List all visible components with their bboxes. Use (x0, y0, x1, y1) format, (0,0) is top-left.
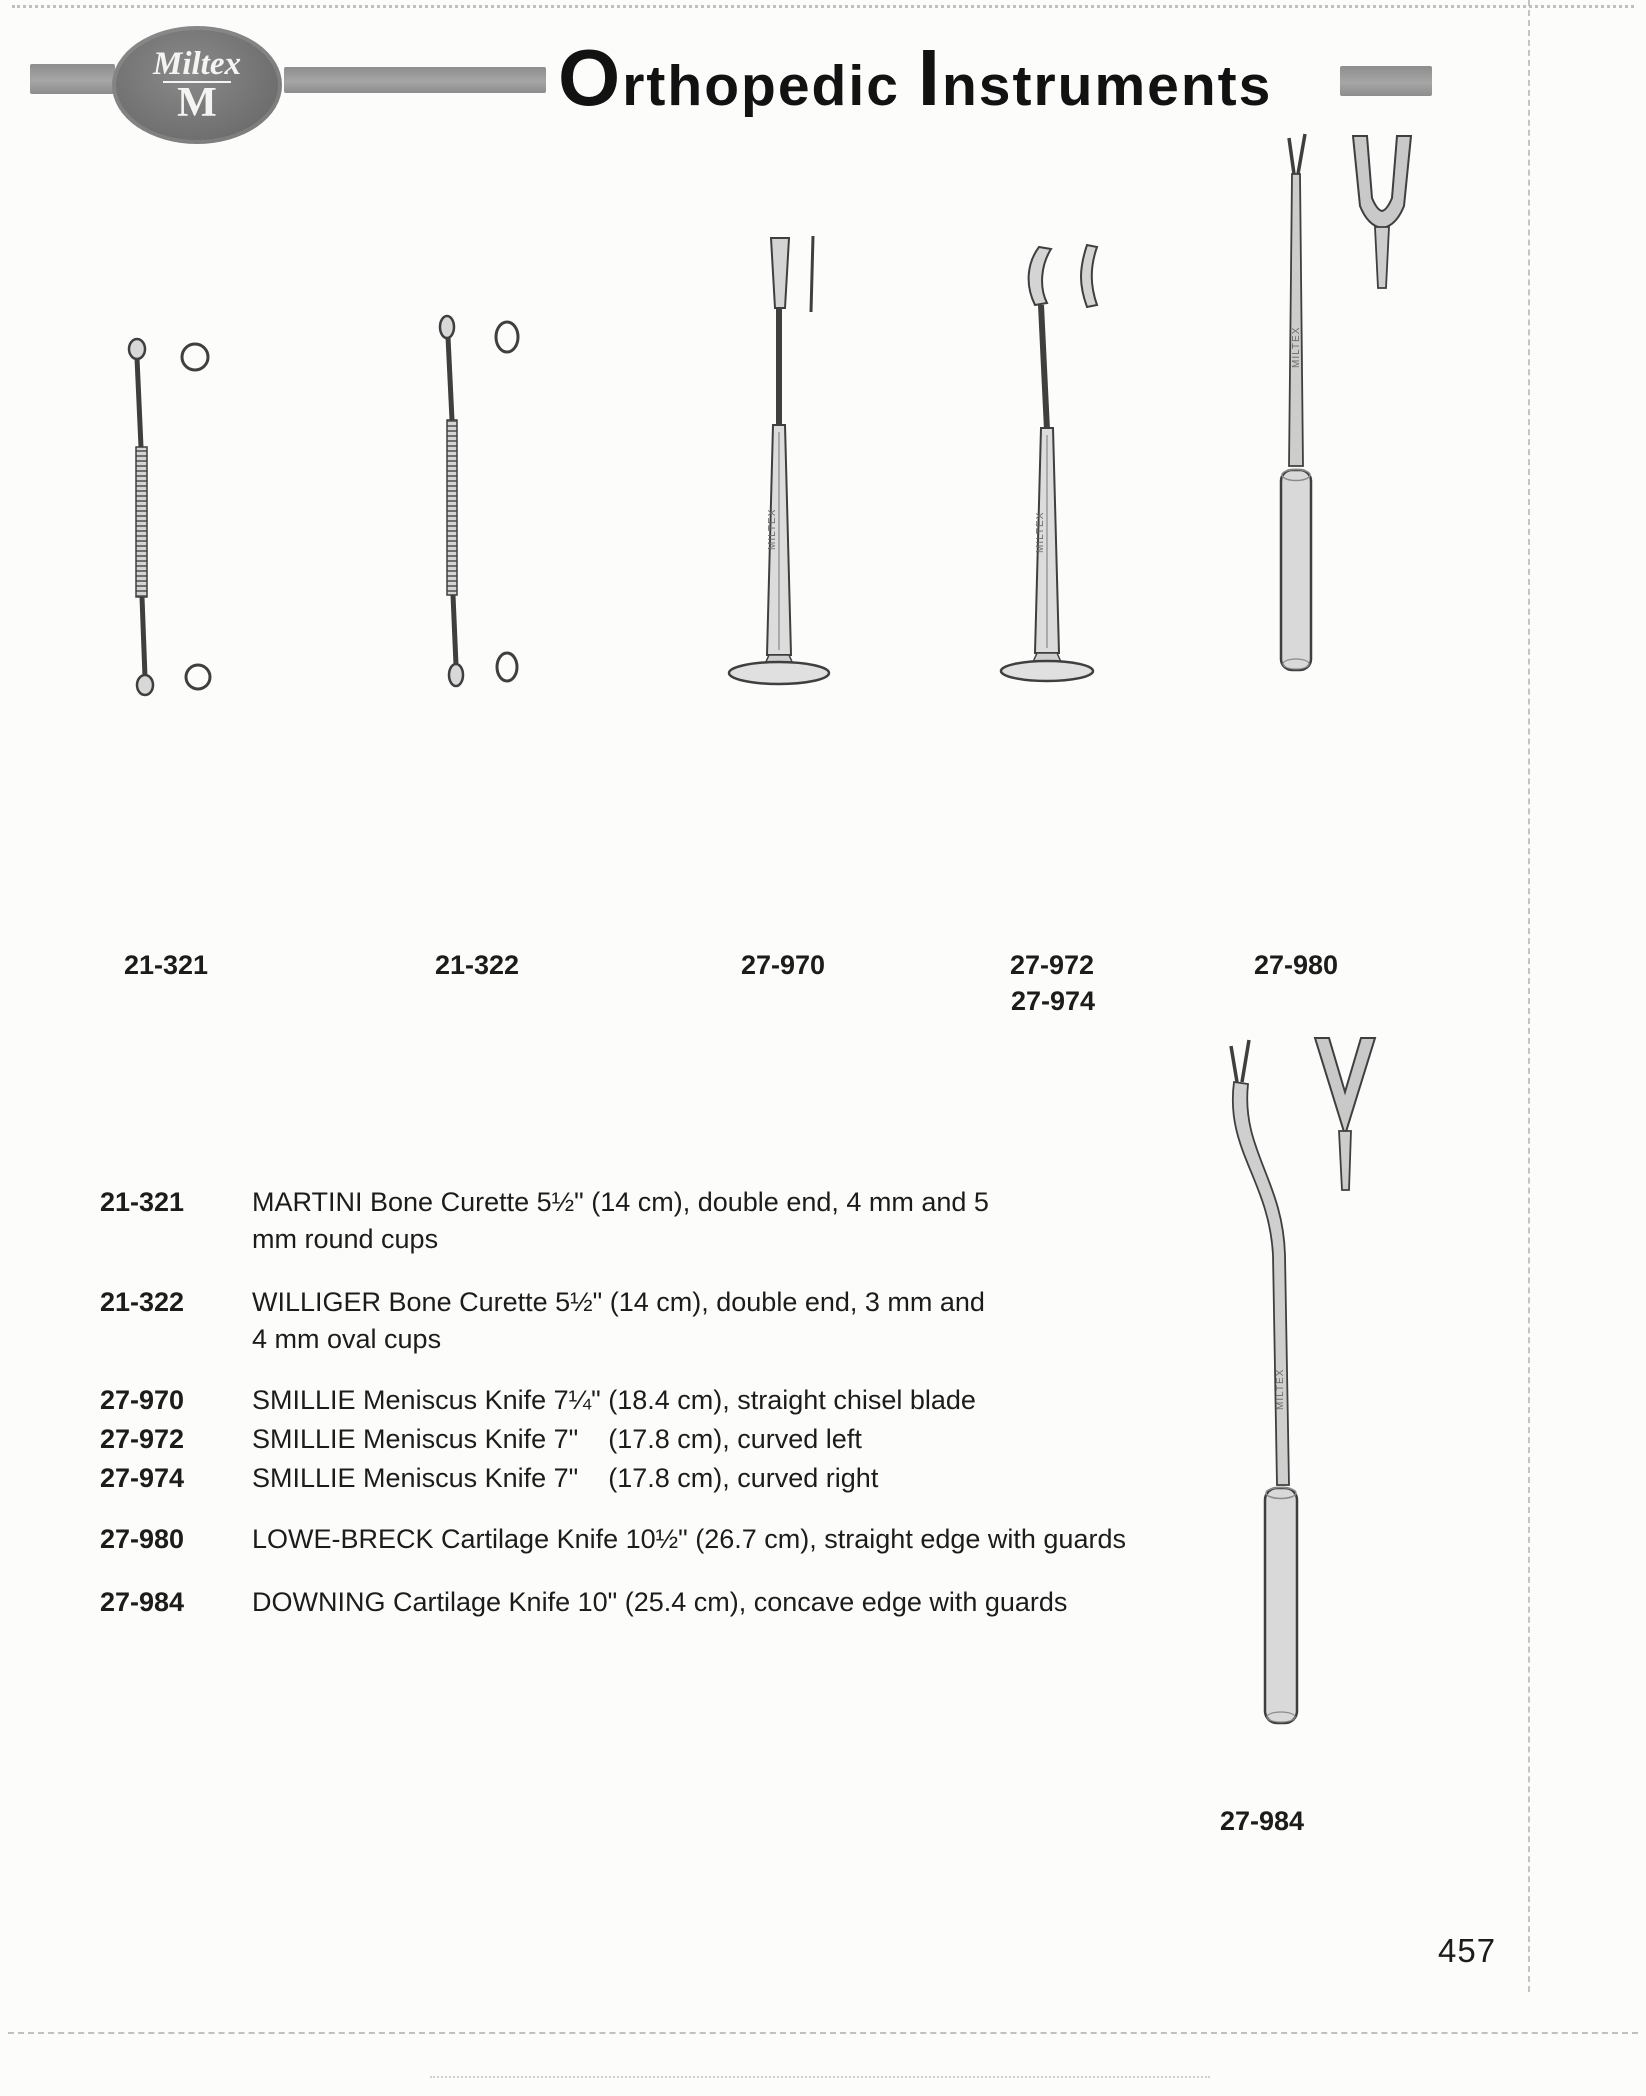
product-description: SMILLIE Meniscus Knife 7¼" (18.4 cm), straight chisel blade (252, 1385, 976, 1415)
oval-cup-detail-bottom (497, 653, 517, 681)
guard-prong-left (1289, 138, 1294, 174)
scan-edge-bottom-2 (430, 2076, 1210, 2078)
product-code: 21-321 (100, 1187, 185, 1217)
shaft (1289, 174, 1303, 466)
bone-curette-illustration (95, 325, 245, 715)
product-code: 27-970 (100, 1385, 185, 1415)
shaft-marking: MILTEX (767, 508, 778, 550)
figure-27-970 (695, 230, 865, 705)
figure-27-980 (1225, 128, 1435, 713)
round-cup-detail-top (182, 344, 208, 370)
handle-foot (729, 662, 829, 684)
product-code: 27-972 (100, 1424, 185, 1454)
curved-blade (1029, 247, 1051, 305)
product-code: 27-974 (100, 1463, 185, 1493)
handle-foot (1001, 661, 1093, 681)
product-row (100, 1460, 878, 1497)
page-margin-rule (1528, 0, 1530, 1992)
header-bar-right (1340, 66, 1432, 96)
title-word-2: nstruments (941, 54, 1273, 118)
product-row (100, 1382, 976, 1419)
figure-21-322 (415, 305, 545, 705)
figure-label-27-974: 27-974 (1010, 986, 1096, 1016)
figure-label-27-972: 27-972 (1009, 950, 1095, 980)
blade-tip-detail (1315, 1038, 1375, 1135)
guard-prong-right (1298, 134, 1305, 174)
curved-shaft (1233, 1082, 1289, 1485)
figure-27-984 (1165, 1030, 1415, 1820)
scan-edge-bottom (8, 2032, 1638, 2034)
scan-edge-top (12, 5, 1634, 8)
blade-side-view (811, 236, 813, 312)
product-code: 21-322 (100, 1287, 185, 1317)
miltex-logo (112, 26, 282, 144)
title-initial-i: I (917, 33, 942, 122)
curved-blade-detail (1081, 245, 1097, 307)
product-description: LOWE-BRECK Cartilage Knife 10½" (26.7 cm), straight edge with guards (252, 1524, 1126, 1554)
cylindrical-handle (1281, 470, 1311, 670)
page-number: 457 (1438, 1932, 1497, 1969)
guard-prong-right (1242, 1040, 1249, 1082)
round-cup-detail-bottom (186, 665, 210, 689)
logo-monogram: M (163, 81, 231, 123)
product-row (100, 1284, 997, 1358)
blade-tip-detail (1353, 136, 1411, 228)
figure-21-321 (95, 325, 245, 715)
figure-label-27-984: 27-984 (1219, 1806, 1305, 1836)
product-row (100, 1521, 1126, 1558)
knurled-grip (136, 447, 147, 597)
bone-curette-illustration (415, 305, 545, 705)
figure-label-27-970: 27-970 (740, 950, 826, 980)
figure-label-27-980: 27-980 (1253, 950, 1339, 980)
product-code: 27-984 (100, 1587, 185, 1617)
product-row (100, 1184, 997, 1258)
shaft-marking: MILTEX (1035, 511, 1046, 553)
product-row (100, 1584, 1067, 1621)
figure-27-972 (975, 233, 1135, 703)
meniscus-knife-curved-illustration (975, 233, 1135, 703)
title-word-1: rthopedic (622, 54, 918, 118)
meniscus-knife-illustration (695, 230, 865, 705)
page-title (558, 33, 1273, 122)
shaft-marking: MILTEX (1275, 1368, 1286, 1410)
product-description: MARTINI Bone Curette 5½" (14 cm), double end, 4 mm and 5 mm round cups (252, 1187, 997, 1254)
product-description: SMILLIE Meniscus Knife 7" (17.8 cm), curved right (252, 1463, 879, 1493)
guard-prong-left (1231, 1046, 1237, 1082)
shaft-marking: MILTEX (1291, 326, 1302, 368)
cylindrical-handle (1265, 1488, 1297, 1723)
logo-script-text: Miltex (153, 45, 241, 82)
figure-label-21-322: 21-322 (434, 950, 520, 980)
header-bar-left (30, 64, 115, 94)
cartilage-knife-illustration (1225, 128, 1435, 713)
product-code: 27-980 (100, 1524, 185, 1554)
header-bar-middle (284, 67, 546, 93)
product-description: DOWNING Cartilage Knife 10" (25.4 cm), concave edge with guards (252, 1587, 1068, 1617)
title-initial-o: O (558, 33, 623, 122)
chisel-blade (771, 238, 789, 308)
knurled-grip (447, 420, 457, 595)
product-description: SMILLIE Meniscus Knife 7" (17.8 cm), curved left (252, 1424, 862, 1454)
cartilage-knife-curved-illustration (1165, 1030, 1415, 1820)
figure-label-21-321: 21-321 (123, 950, 209, 980)
product-row (100, 1421, 862, 1458)
oval-cup-detail-top (496, 322, 518, 352)
product-description: WILLIGER Bone Curette 5½" (14 cm), double end, 3 mm and 4 mm oval cups (252, 1287, 993, 1354)
